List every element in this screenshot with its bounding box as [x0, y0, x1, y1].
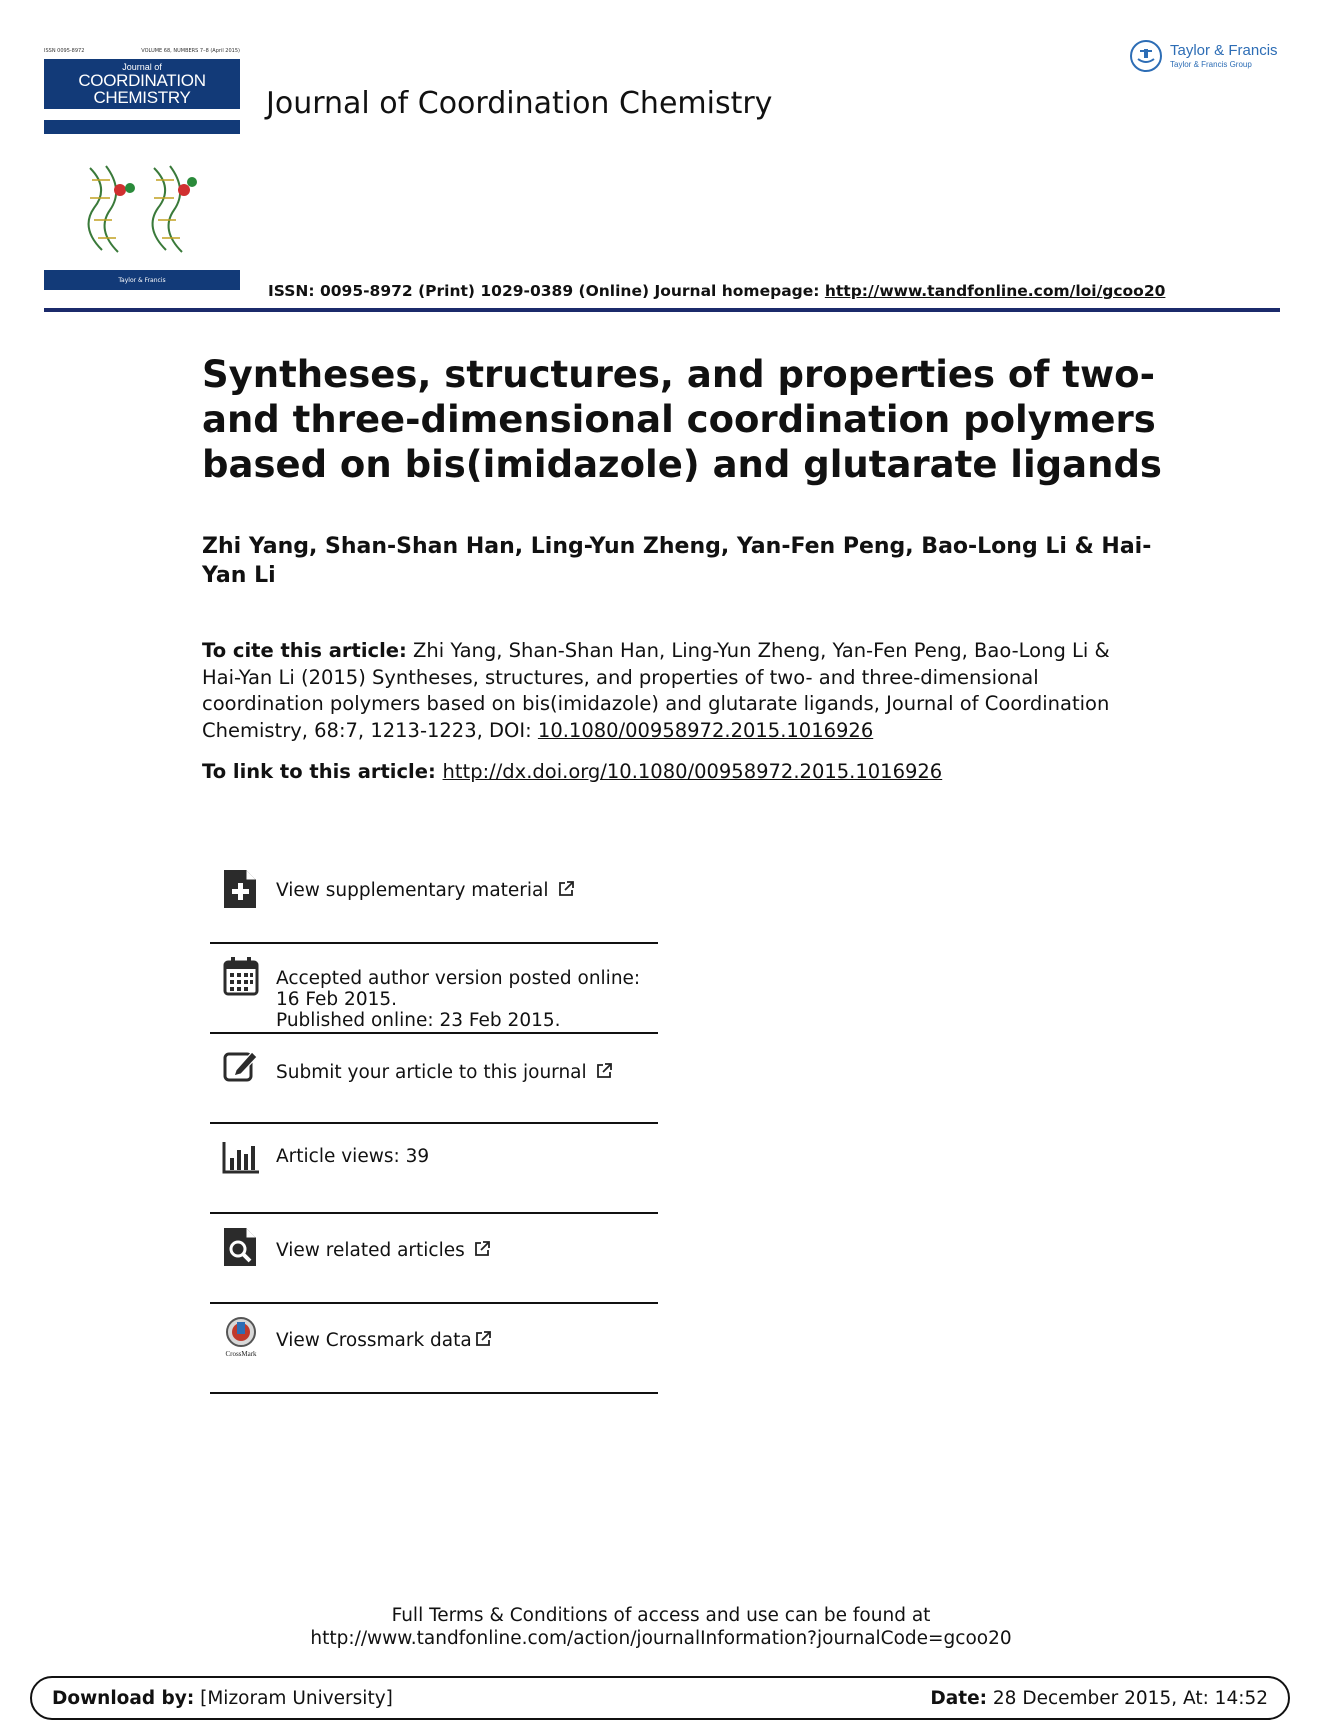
article-authors: Zhi Yang, Shan-Shan Han, Ling-Yun Zheng, Yan-Fen Peng, Bao-Long Li & Hai-Yan Li: [202, 534, 1152, 588]
article-title: Syntheses, structures, and properties of two- and three-dimensional coordination polymers based on bis(imidazole) and glutarate ligands: [202, 353, 1162, 486]
row-crossmark[interactable]: [210, 1304, 658, 1392]
submit-label: Submit your article to this journal: [276, 1062, 587, 1083]
crossmark-icon: [222, 1316, 260, 1358]
download-footer: [30, 1676, 1290, 1720]
external-link-icon: [474, 1330, 492, 1348]
issn-line: [268, 282, 1165, 300]
cover-molecule-art: [80, 158, 208, 258]
views-label: Article views: 39: [276, 1146, 430, 1167]
document-plus-icon: [222, 868, 260, 910]
date-value: 28 December 2015, At: 14:52: [987, 1687, 1268, 1709]
row-views: [210, 1124, 658, 1212]
download-label: Download by:: [52, 1687, 195, 1709]
related-label: View related articles: [276, 1240, 465, 1261]
external-link-icon: [473, 1240, 491, 1258]
cover-issn: ISSN 0095-8972: [44, 48, 85, 54]
cite-text: Zhi Yang, Shan-Shan Han, Ling-Yun Zheng, Yan-Fen Peng, Bao-Long Li & Hai-Yan Li (2015) Syntheses, structures, and properties of two- and three-dimensional coordination polymers based on bis(imidazole) and glutarate ligands, Journal of Coordination Chemistry, 68:7, 1213-1223, DOI:: [202, 639, 1110, 742]
crossmark-label: View Crossmark data: [276, 1330, 472, 1351]
journal-cover: [44, 48, 240, 292]
doi-link[interactable]: 10.1080/00958972.2015.1016926: [537, 718, 874, 742]
external-link-icon: [557, 880, 575, 898]
cover-editor-bar: [44, 120, 240, 134]
article-link-line: [202, 760, 942, 783]
terms-url[interactable]: http://www.tandfonline.com/action/journalInformation?journalCode=gcoo20: [310, 1628, 1012, 1649]
taylor-francis-logo: [1130, 40, 1290, 76]
cover-banner: [44, 59, 240, 109]
cover-meta: [44, 48, 240, 58]
bar-chart-icon: [222, 1136, 260, 1178]
date-info: [930, 1688, 1268, 1709]
accepted-date: Accepted author version posted online: 16 Feb 2015.: [276, 968, 641, 1010]
cover-journal-of: Journal of: [122, 62, 162, 72]
download-info: [52, 1688, 393, 1709]
journal-name: Journal of Coordination Chemistry: [266, 86, 773, 121]
issn-text: ISSN: 0095-8972 (Print) 1029-0389 (Online) Journal homepage:: [268, 282, 825, 300]
calendar-icon: [222, 956, 260, 998]
tf-logo-group: Taylor & Francis Group: [1170, 60, 1252, 69]
journal-homepage-link[interactable]: http://www.tandfonline.com/loi/gcoo20: [824, 282, 1166, 300]
header-rule: [44, 308, 1280, 312]
cover-volume: VOLUME 68, NUMBERS 7–8 (April 2015): [141, 48, 240, 54]
tf-logo-icon: [1130, 40, 1162, 72]
row-supplementary[interactable]: [210, 856, 658, 942]
download-value: [Mizoram University]: [194, 1687, 393, 1709]
citation-block: [202, 638, 1142, 744]
row-submit[interactable]: [210, 1034, 658, 1122]
link-label: To link to this article:: [202, 760, 443, 783]
published-date: Published online: 23 Feb 2015.: [276, 1010, 561, 1031]
article-doi-url[interactable]: http://dx.doi.org/10.1080/00958972.2015.1016926: [442, 760, 943, 783]
terms-line-1: Full Terms & Conditions of access and use can be found at: [391, 1605, 931, 1626]
row-related[interactable]: [210, 1214, 658, 1302]
cover-title-1: COORDINATION: [78, 71, 206, 90]
external-link-icon: [595, 1062, 613, 1080]
cite-label: To cite this article:: [202, 639, 407, 662]
document-search-icon: [222, 1226, 260, 1268]
tf-logo-name: Taylor & Francis: [1170, 42, 1278, 59]
date-label: Date:: [930, 1687, 988, 1709]
row-dates: [210, 944, 658, 1032]
article-info-panel: [210, 856, 658, 1394]
edit-icon: [222, 1046, 260, 1088]
terms-and-conditions: [0, 1604, 1322, 1650]
panel-divider: [210, 1392, 658, 1394]
crossmark-logo-text: CrossMark: [225, 1350, 257, 1358]
cover-publisher: Taylor & Francis: [44, 270, 240, 290]
cover-title-2: CHEMISTRY: [93, 88, 191, 107]
supplementary-label: View supplementary material: [276, 880, 549, 901]
